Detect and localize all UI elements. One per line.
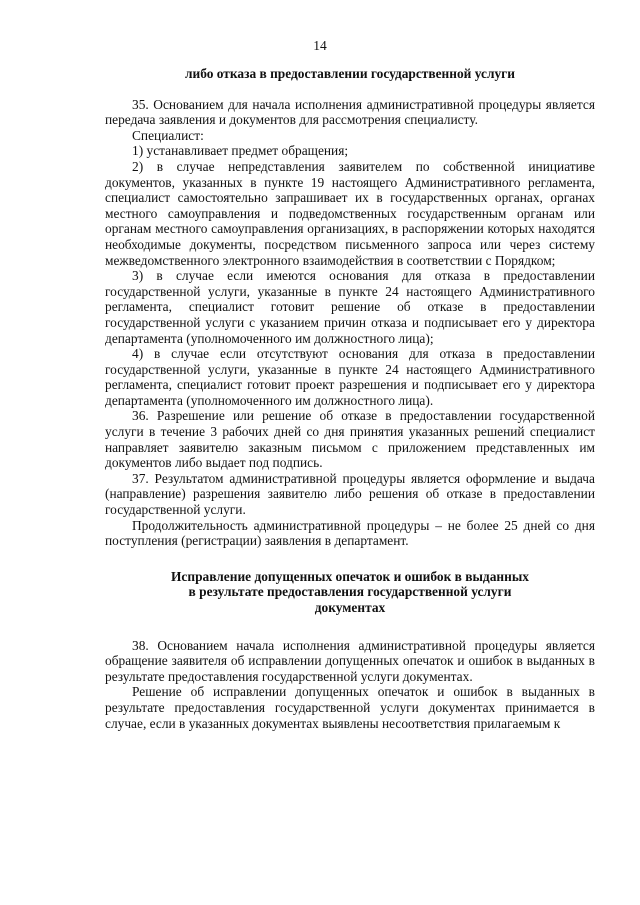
- paragraph-item-4: 4) в случае если отсутствуют основания для отказа в предоставлении государственной услуги, указанные в пункте 24 настоящего Административного регламента, специалист готовит проект разрешения и подписывает его у директора департамента (уполномоченного им должностного лица).: [105, 346, 595, 408]
- section-heading-line-1: Исправление допущенных опечаток и ошибок в выданных: [171, 568, 529, 584]
- page-number: 14: [313, 38, 327, 53]
- paragraph-36: 36. Разрешение или решение об отказе в предоставлении государственной услуги в течение 3 рабочих дней со дня принятия указанных решений специалист направляет заявителю заказным письмом с приложением представленных им документов либо выдает под подпись.: [105, 408, 595, 471]
- paragraph-item-2: 2) в случае непредставления заявителем по собственной инициативе документов, указанных в пункте 19 настоящего Административного регламента, специалист самостоятельно запрашивает их в государственных органах, органах местного самоуправления и подведомственных государственным органам или органам местного самоуправления организациях, в распоряжении которых находятся необходимые документы, посредством письменного запроса или через систему межведомственного электронного взаимодействия в соответствии с Порядком;: [105, 158, 595, 268]
- document-body: [105, 66, 595, 731]
- section-heading-top: либо отказа в предоставлении государственной услуги: [185, 66, 515, 81]
- paragraph-duration: Продолжительность административной процедуры – не более 25 дней со дня поступления (регистрации) заявления в департамент.: [105, 517, 595, 549]
- section-heading-corrections: [105, 569, 595, 616]
- paragraph-38: 38. Основанием начала исполнения административной процедуры является обращение заявителя об исправлении допущенных опечаток и ошибок в выданных в результате предоставления государственной услуги документах.: [105, 637, 595, 684]
- section-heading-line-2: в результате предоставления государственной услуги: [188, 584, 512, 600]
- paragraph-decision: Решение об исправлении допущенных опечаток и ошибок в выданных в результате предоставления государственной услуги документах принимается в случае, если в указанных документах выявлены несоответствия прилагаемым к: [105, 684, 595, 731]
- paragraph-35: 35. Основанием для начала исполнения административной процедуры является передача заявления и документов для рассмотрения специалисту.: [105, 96, 595, 128]
- paragraph-specialist: Специалист:: [132, 127, 204, 143]
- section-heading-line-3: документах: [314, 600, 386, 615]
- paragraph-item-1: 1) устанавливает предмет обращения;: [132, 143, 349, 159]
- paragraph-37: 37. Результатом административной процедуры является оформление и выдача (направление) разрешения заявителю либо решения об отказе в предоставлении государственной услуги.: [105, 470, 595, 518]
- paragraph-item-3: 3) в случае если имеются основания для отказа в предоставлении государственной услуги, указанные в пункте 24 настоящего Административного регламента, специалист готовит решение об отказе в предоставлении государственной услуги с указанием причин отказа и подписывает его у директора департамента (уполномоченного им должностного лица);: [105, 268, 595, 346]
